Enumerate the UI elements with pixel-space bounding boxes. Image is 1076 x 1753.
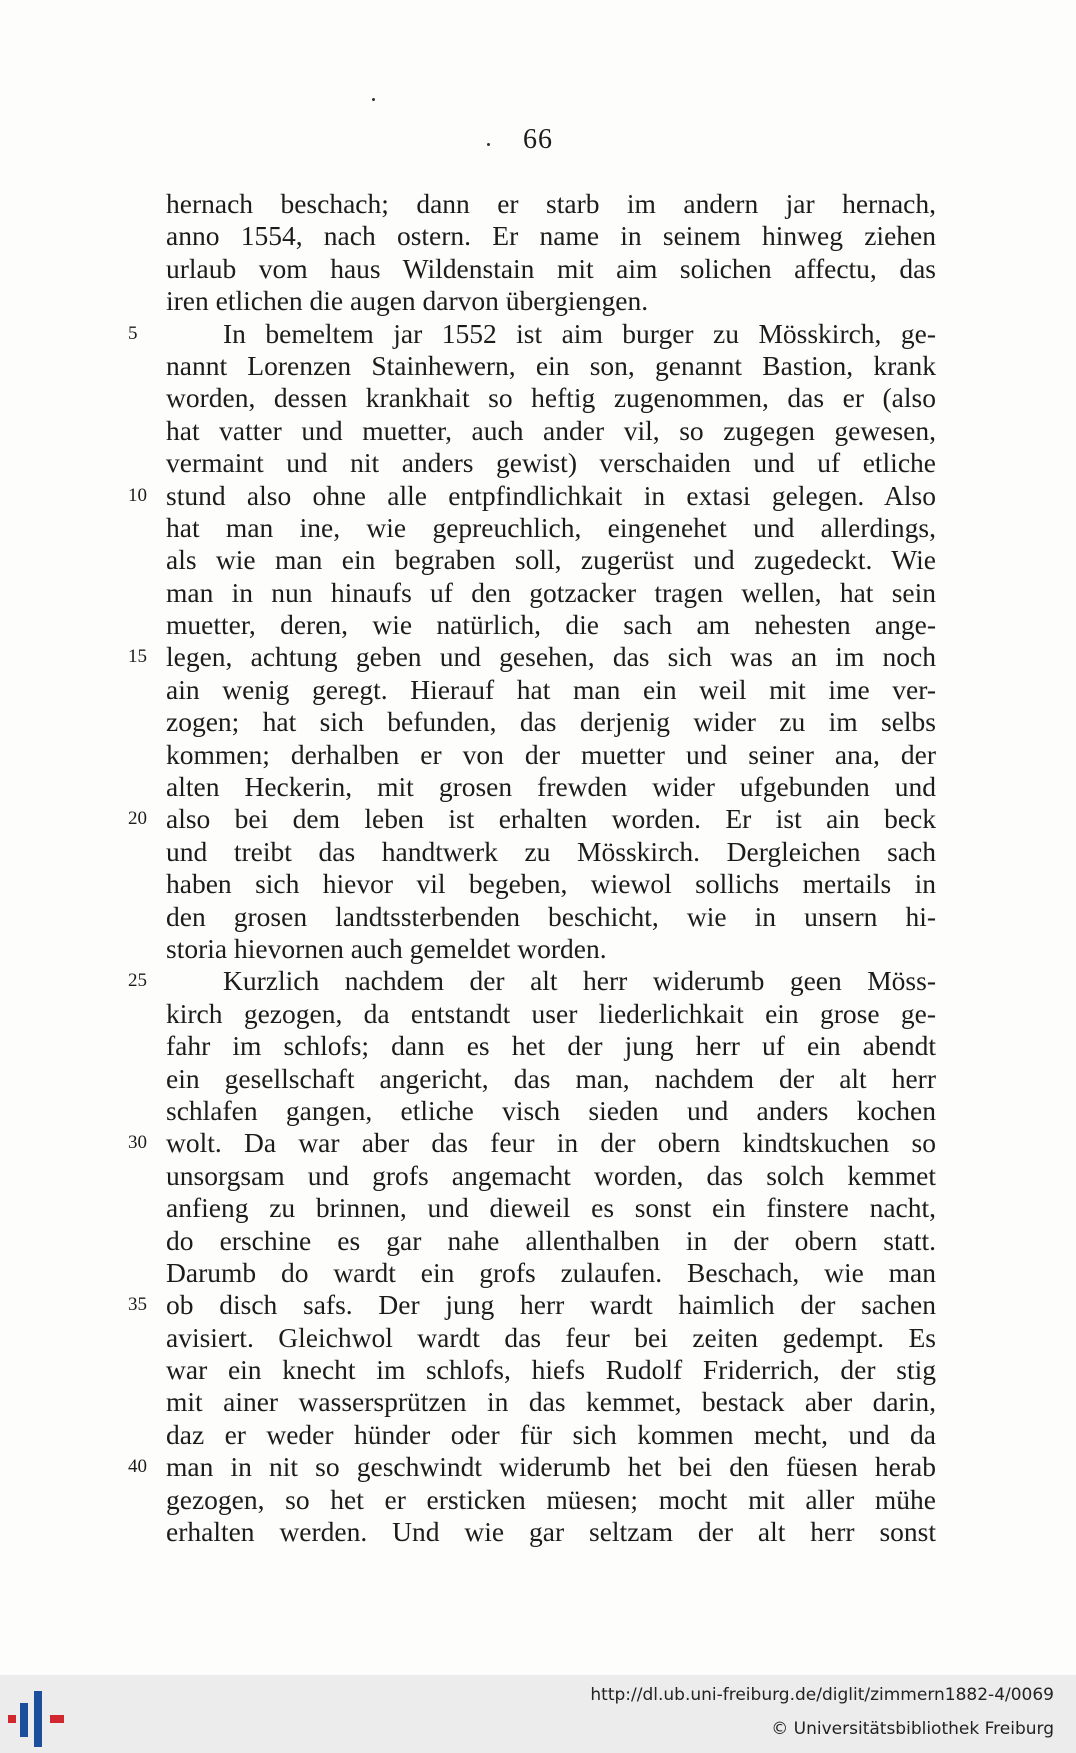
line-number: 25 (128, 970, 147, 992)
line-text: ain wenig geregt. Hierauf hat man ein weil mit ime ver- (166, 673, 936, 705)
line-text: erhalten werden. Und wie gar seltzam der alt herr sonst (166, 1516, 936, 1548)
page-number: 66 (523, 124, 553, 155)
text-line (128, 317, 936, 350)
line-text: mit ainer wassersprützen in das kemmet, bestack aber darin, (166, 1386, 936, 1418)
text-line (166, 1322, 936, 1354)
text-line (128, 1289, 936, 1321)
text-line (166, 771, 936, 803)
line-text: muetter, deren, wie natürlich, die sach am nehesten ange- (166, 609, 936, 641)
text-line (166, 609, 936, 641)
line-number: 5 (128, 322, 138, 344)
line-text: als wie man ein begraben soll, zugerüst und zugedeckt. Wie (166, 544, 936, 576)
text-line (166, 674, 936, 706)
footer-bar (0, 1675, 1076, 1753)
line-text: und treibt das handtwerk zu Mösskirch. Dergleichen sach (166, 835, 936, 867)
text-line (128, 803, 936, 835)
text-line (166, 836, 936, 868)
line-text: do erschine es gar nahe allenthalben in der obern statt. (166, 1224, 936, 1256)
line-text: Kurzlich nachdem der alt herr widerumb geen Möss- (223, 965, 936, 997)
text-line (166, 1386, 936, 1418)
text-line (166, 415, 936, 447)
text-line (166, 1063, 936, 1095)
text-line (128, 965, 936, 997)
text-line (166, 1419, 936, 1451)
text-line (166, 868, 936, 900)
text-line (166, 285, 936, 317)
line-text: daz er weder hünder oder für sich kommen mecht, und da (166, 1418, 936, 1450)
text-line (166, 933, 936, 965)
text-line (166, 1516, 936, 1548)
line-number: 30 (128, 1132, 147, 1154)
line-text: ob disch safs. Der jung herr wardt haimlich der sachen (166, 1289, 936, 1321)
body-text (128, 188, 936, 1548)
text-line (166, 1192, 936, 1224)
line-number: 40 (128, 1456, 147, 1478)
line-text: man in nun hinaufs uf den gotzacker tragen wellen, hat sein (166, 576, 936, 608)
line-text: unsorgsam und grofs angemacht worden, das solch kemmet (166, 1159, 936, 1191)
line-text: iren etlichen die augen darvon übergiengen. (166, 285, 649, 317)
text-line (166, 1160, 936, 1192)
line-text: anno 1554, nach ostern. Er name in seinem hinweg ziehen (166, 220, 936, 252)
line-text: den grosen landtssterbenden beschicht, wie in unsern hi- (166, 900, 936, 932)
line-text: alten Heckerin, mit grosen frewden wider ufgebunden und (166, 771, 936, 803)
line-text: ein gesellschaft angericht, das man, nachdem der alt herr (166, 1062, 936, 1094)
text-line (166, 544, 936, 576)
line-text: hat vatter und muetter, auch ander vil, so zugegen gewesen, (166, 414, 936, 446)
text-line (166, 706, 936, 738)
text-line (166, 739, 936, 771)
line-text: worden, dessen krankhait so heftig zugenommen, das er (also (166, 382, 936, 414)
line-text: legen, achtung geben und gesehen, das sich was an im noch (166, 641, 936, 673)
library-logo-icon (8, 1691, 68, 1747)
text-line (128, 479, 936, 512)
line-text: war ein knecht im schlofs, hiefs Rudolf Friderrich, der stig (166, 1354, 936, 1386)
line-text: kirch gezogen, da entstandt user liederlichkait ein grose ge- (166, 997, 936, 1029)
line-text: man in nit so geschwindt widerumb het bei den füesen herab (166, 1451, 936, 1483)
text-line (166, 188, 936, 220)
text-line (166, 577, 936, 609)
line-number: 10 (128, 484, 147, 506)
line-text: gezogen, so het er ersticken müesen; mocht mit aller mühe (166, 1483, 936, 1515)
line-number: 20 (128, 808, 147, 830)
text-line (166, 1225, 936, 1257)
line-text: zogen; hat sich befunden, das derjenig wider zu im selbs (166, 706, 936, 738)
line-text: hernach beschach; dann er starb im andern jar hernach, (166, 188, 936, 219)
line-text: haben sich hievor vil begeben, wiewol sollichs mertails in (166, 868, 936, 900)
text-line (166, 253, 936, 285)
line-text: wolt. Da war aber das feur in der obern kindtskuchen so (166, 1127, 936, 1159)
line-text: avisiert. Gleichwol wardt das feur bei zeiten gedempt. Es (166, 1321, 936, 1353)
line-text: stund also ohne alle entpfindlichkait in extasi gelegen. Also (166, 479, 936, 511)
text-line (166, 220, 936, 252)
source-url-link[interactable]: http://dl.ub.uni-freiburg.de/diglit/zimmern1882-4/0069 (590, 1685, 1054, 1705)
text-line (166, 1095, 936, 1127)
line-text: fahr im schlofs; dann es het der jung herr uf ein abendt (166, 1030, 936, 1062)
stray-mark (372, 98, 375, 101)
text-line (128, 1127, 936, 1159)
text-line (166, 382, 936, 414)
line-text: hat man ine, wie gepreuchlich, eingenehet und allerdings, (166, 511, 936, 543)
text-line (166, 901, 936, 933)
text-line (166, 1030, 936, 1062)
text-line (166, 1484, 936, 1516)
line-text: In bemeltem jar 1552 ist aim burger zu Mösskirch, ge- (223, 317, 936, 349)
line-number: 35 (128, 1294, 147, 1316)
text-line (166, 350, 936, 382)
line-text: nannt Lorenzen Stainhewern, ein son, genannt Bastion, krank (166, 349, 936, 381)
line-text: also bei dem leben ist erhalten worden. Er ist ain beck (166, 803, 936, 835)
line-text: Darumb do wardt ein grofs zulaufen. Beschach, wie man (166, 1256, 936, 1288)
text-line (166, 1257, 936, 1289)
text-line (128, 1451, 936, 1483)
line-text: vermaint und nit anders gewist) verschaiden und uf etliche (166, 447, 936, 479)
text-line (166, 998, 936, 1030)
line-number: 15 (128, 646, 147, 668)
line-text: anfieng zu brinnen, und dieweil es sonst ein finstere nacht, (166, 1192, 936, 1224)
line-text: storia hievornen auch gemeldet worden. (166, 932, 607, 964)
text-line (166, 1354, 936, 1386)
text-line (166, 447, 936, 479)
text-line (128, 641, 936, 673)
line-text: kommen; derhalben er von der muetter und seiner ana, der (166, 738, 936, 770)
copyright-notice: © Universitätsbibliothek Freiburg (771, 1719, 1054, 1739)
line-text: urlaub vom haus Wildenstain mit aim solichen affectu, das (166, 252, 936, 284)
line-text: schlafen gangen, etliche visch sieden und anders kochen (166, 1094, 936, 1126)
text-line (166, 512, 936, 544)
